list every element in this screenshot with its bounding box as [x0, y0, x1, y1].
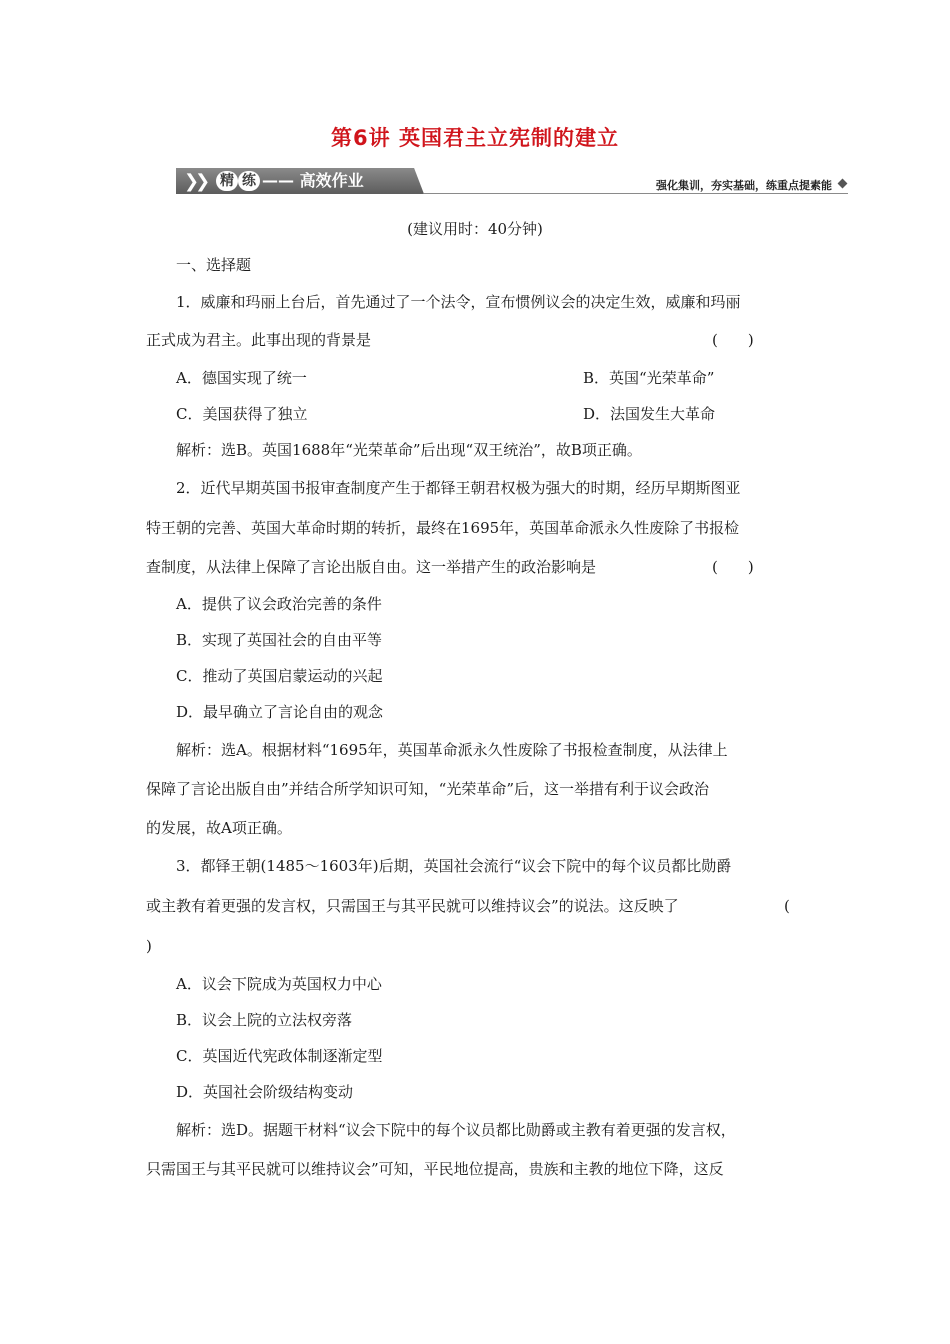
- q3-option-c: C．英国近代宪政体制逐渐定型: [176, 1047, 383, 1065]
- q3-analysis-line-1: 解析：选D。据题干材料“议会下院中的每个议员都比勋爵或主教有着更强的发言权，: [176, 1121, 736, 1139]
- q2-analysis-line-1: 解析：选A。根据材料“1695年，英国革命派永久性废除了书报检查制度，从法律上: [176, 741, 728, 759]
- q2-stem-line-3: 查制度，从法律上保障了言论出版自由。这一举措产生的政治影响是: [146, 558, 597, 576]
- q1-answer-blank: ( ): [712, 331, 754, 349]
- section-heading: 一、选择题: [176, 256, 252, 274]
- section-banner: [176, 166, 848, 196]
- q2-stem-line-2: 特王朝的完善、英国大革命时期的转折，最终在1695年，英国革命派永久性废除了书报检: [146, 519, 740, 537]
- q1-analysis: 解析：选B。英国1688年“光荣革命”后出现“双王统治”，故B项正确。: [176, 441, 642, 459]
- q3-option-b: B．议会上院的立法权旁落: [176, 1011, 353, 1029]
- q2-option-d: D．最早确立了言论自由的观念: [176, 703, 384, 721]
- q2-answer-blank: ( ): [712, 558, 754, 576]
- double-chevron-icon: ❯❯: [184, 170, 207, 192]
- banner-heading: —— 高效作业: [262, 171, 364, 190]
- banner-slogan: 强化集训，夯实基础，练重点提素能: [656, 179, 832, 192]
- q3-option-d: D．英国社会阶级结构变动: [176, 1083, 354, 1101]
- q1-stem-line-2: 正式成为君主。此事出现的背景是: [146, 331, 372, 349]
- banner-divider: [424, 193, 848, 194]
- time-note: (建议用时：40分钟): [407, 220, 543, 238]
- banner-pill-1: 精: [216, 171, 238, 191]
- page-title: 第6讲 英国君主立宪制的建立: [331, 126, 619, 150]
- q2-stem-line-1: 2．近代早期英国书报审查制度产生于都铎王朝君权极为强大的时期，经历早期斯图亚: [176, 479, 741, 497]
- q1-option-a: A．德国实现了统一: [176, 369, 307, 387]
- q3-analysis-line-2: 只需国王与其平民就可以维持议会”可知，平民地位提高，贵族和主教的地位下降，这反: [146, 1160, 724, 1178]
- q3-answer-blank-open: (: [784, 897, 790, 915]
- q3-stem-line-2: 或主教有着更强的发言权，只需国王与其平民就可以维持议会”的说法。这反映了: [146, 897, 679, 915]
- q1-option-c: C．美国获得了独立: [176, 405, 308, 423]
- q2-option-c: C．推动了英国启蒙运动的兴起: [176, 667, 383, 685]
- diamond-icon: [838, 179, 848, 189]
- q3-option-a: A．议会下院成为英国权力中心: [176, 975, 382, 993]
- q1-option-b: B．英国“光荣革命”: [583, 369, 715, 387]
- q3-stem-line-1: 3．都铎王朝(1485～1603年)后期，英国社会流行“议会下院中的每个议员都比勋爵: [176, 857, 732, 875]
- q2-analysis-line-2: 保障了言论出版自由”并结合所学知识可知，“光荣革命”后，这一举措有利于议会政治: [146, 780, 710, 798]
- q1-option-d: D．法国发生大革命: [583, 405, 716, 423]
- q1-stem-line-1: 1．威廉和玛丽上台后，首先通过了一个法令，宣布惯例议会的决定生效，威廉和玛丽: [176, 293, 741, 311]
- q2-option-b: B．实现了英国社会的自由平等: [176, 631, 383, 649]
- q3-answer-blank-close: ): [146, 937, 152, 955]
- q2-option-a: A．提供了议会政治完善的条件: [176, 595, 382, 613]
- banner-pill-2: 练: [238, 171, 260, 191]
- q2-analysis-line-3: 的发展，故A项正确。: [146, 819, 292, 837]
